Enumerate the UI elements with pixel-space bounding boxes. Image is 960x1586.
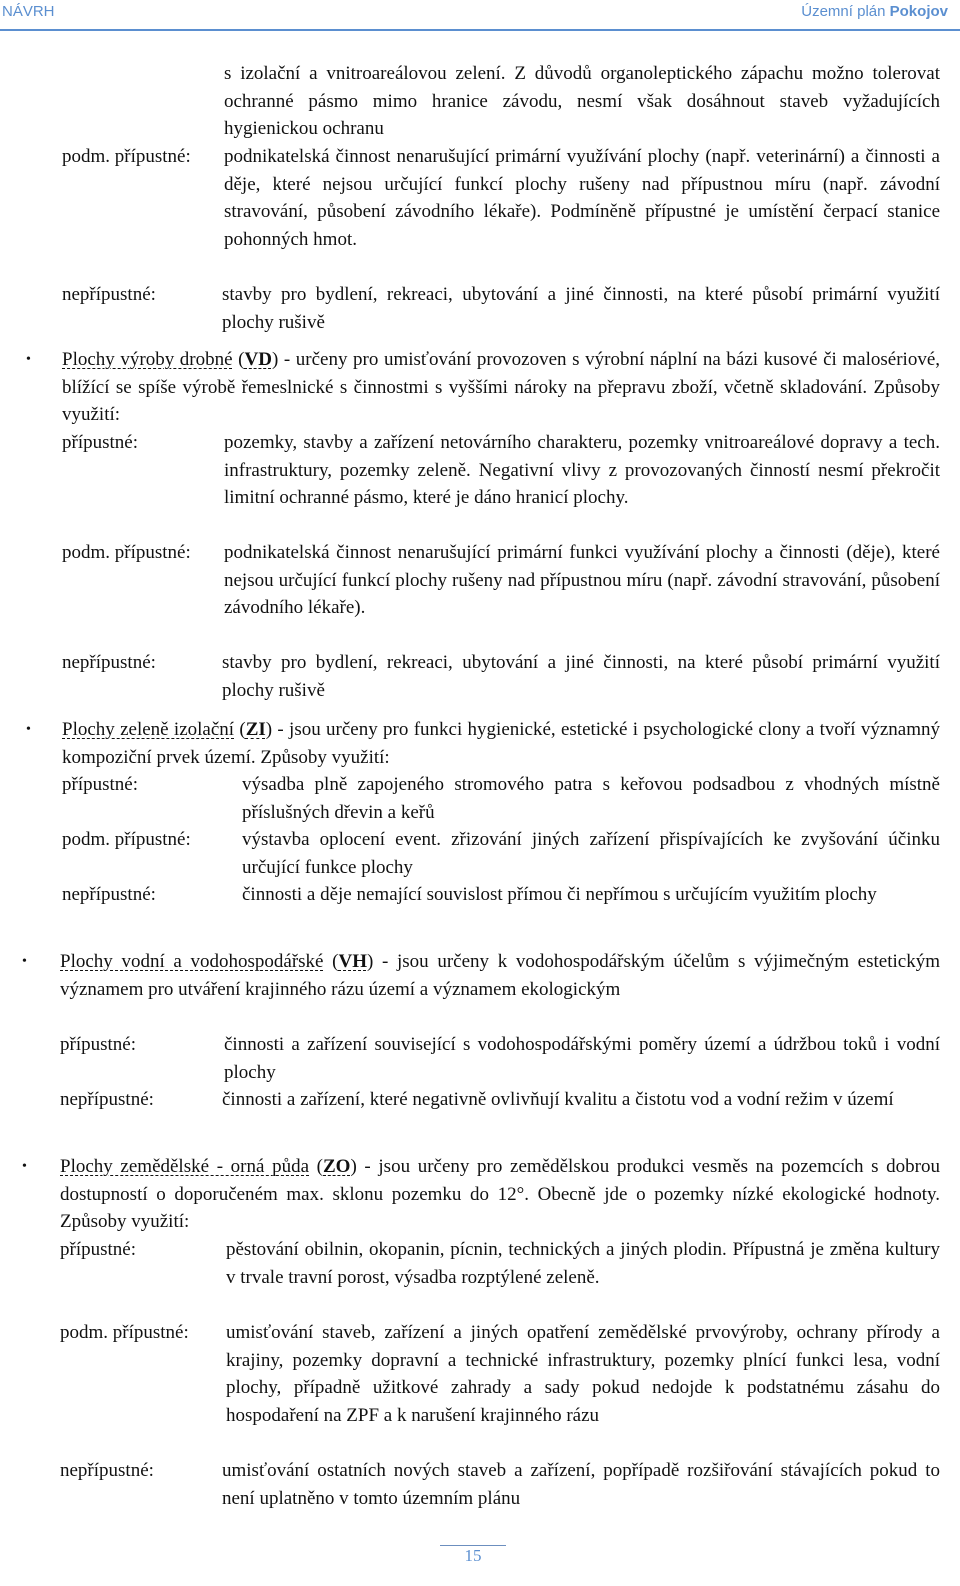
bullet-icon: • <box>22 954 27 969</box>
row-label: nepřípustné: <box>60 1460 154 1481</box>
row-text: stavby pro bydlení, rekreaci, ubytování a jiné činnosti, na které působí primární využití plochy rušivě <box>222 652 940 701</box>
row-label: přípustné: <box>60 1239 136 1260</box>
section-zi-intro: Plochy zeleně izolační (ZI) - jsou určeny pro funkci hygienické, estetické i psychologické clony a tvoří významný kompoziční prvek území. Způsoby využití: <box>62 719 940 768</box>
section-vd-intro: Plochy výroby drobné (VD) - určeny pro umisťování provozoven s výrobní náplní na bázi kusové či malosériové, blížící se spíše výrobě řemeslnické s činnostmi s vyššími nároky na přepravu zboží, včetně skladování. Způsoby využití: <box>62 349 940 425</box>
header-divider <box>0 29 960 31</box>
bullet-icon: • <box>22 1159 27 1174</box>
row-label: nepřípustné: <box>62 884 156 905</box>
section-abbr: ZO <box>323 1156 351 1177</box>
section-abbr: VH <box>338 951 367 972</box>
section-title: Plochy vodní a vodohospodářské <box>60 951 324 972</box>
section-intro-text: - jsou určeny pro zemědělskou produkci vesměs na pozemcích s dobrou dostupností o doporučeném max. sklonu pozemku do 12°. Obecně jde o pozemky nízké ekologické hodnoty. Způsoby využití: <box>60 1156 941 1232</box>
continued-row-forbidden <box>62 281 940 336</box>
header-document-title <box>801 3 948 20</box>
row-text: pozemky, stavby a zařízení netovárního charakteru, pozemky vnitroareálové dopravy a tech. infrastruktury, pozemky zeleně. Negativní vlivy z provozovaných činností nesmí překročit limitní ochranné pásmo, které je dáno hranicí plochy. <box>224 432 940 508</box>
row-text: umisťování staveb, zařízení a jiných opatření zemědělské prvovýroby, ochrany přírody a krajiny, pozemky dopravní a technické infrastruktury, pozemky plnící funkci lesa, vodní plochy, případně užitkové zahrady a sady pokud nedojde k podstatnému zásahu do hospodaření na ZPF a k narušení krajinného rázu <box>226 1322 940 1426</box>
section-title: Plochy zemědělské - orná půda <box>60 1156 310 1177</box>
section-zo-row-allowed <box>60 1236 940 1319</box>
section-abbr: ZI <box>245 719 266 740</box>
row-label: nepřípustné: <box>62 652 156 673</box>
row-text: činnosti a zařízení související s vodohospodářskými poměry území a údržbou toků i vodní plochy <box>224 1034 940 1083</box>
bullet-icon: • <box>26 352 31 367</box>
row-text: pěstování obilnin, okopanin, pícnin, technických a jiných plodin. Přípustná je změna kultury v trvale travní porost, výsadba rozptýlené zeleně. <box>226 1239 940 1288</box>
section-vd-row-allowed <box>62 429 940 539</box>
section-intro-text: - jsou určeny pro funkci hygienické, estetické i psychologické clony a tvoří významný kompoziční prvek území. Způsoby využití: <box>62 719 940 768</box>
row-text: podnikatelská činnost nenarušující primární využívání plochy (např. veterinární) a činnosti a děje, které nejsou určující funkcí plochy rušeny nad přípustnou míru (např. závodní stravování, působení závodního lékaře). Podmíněně přípustné je umístění čerpací stanice pohonných hmot. <box>224 146 940 250</box>
header-status: NÁVRH <box>2 3 55 20</box>
bullet-icon: • <box>26 722 31 737</box>
section-vh-row-allowed <box>60 1031 940 1086</box>
row-label: přípustné: <box>62 774 138 795</box>
continued-row-conditional <box>62 143 940 281</box>
section-vh-intro: Plochy vodní a vodohospodářské (VH) - jsou určeny k vodohospodářským účelům s výjimečným estetickým významem pro utváření krajinného rázu území a významem ekologickým <box>60 951 940 1000</box>
section-vh-row-forbidden <box>60 1086 940 1141</box>
section-intro-text: - jsou určeny k vodohospodářským účelům s výjimečným estetickým významem pro utváření krajinného rázu území a významem ekologickým <box>60 951 940 1000</box>
row-label: podm. přípustné: <box>62 146 191 167</box>
row-label: podm. přípustné: <box>60 1322 189 1343</box>
section-zi-row-forbidden <box>62 881 940 936</box>
section-zo-intro: Plochy zemědělské - orná půda (ZO) - jsou určeny pro zemědělskou produkci vesměs na pozemcích s dobrou dostupností o doporučeném max. sklonu pozemku do 12°. Obecně jde o pozemky nízké ekologické hodnoty. Způsoby využití: <box>60 1156 941 1232</box>
section-abbr: VD <box>244 349 272 370</box>
continued-text: s izolační a vnitroareálovou zelení. Z důvodů organoleptického zápachu možno tolerovat ochranné pásmo mimo hranice závodu, nesmí však dosáhnout staveb vyžadujících hygienickou ochranu <box>224 63 940 139</box>
row-label: přípustné: <box>62 432 138 453</box>
row-text: činnosti a děje nemající souvislost přímou či nepřímou s určujícím využitím plochy <box>242 884 877 905</box>
row-text: výsadba plně zapojeného stromového patra s keřovou podsadbou z vhodných místně příslušných dřevin a keřů <box>242 774 940 823</box>
row-label: podm. přípustné: <box>62 829 191 850</box>
section-intro-text: - určeny pro umisťování provozoven s výrobní náplní na bázi kusové či malosériové, blížící se spíše výrobě řemeslnické s činnostmi s vyššími nároky na přepravu zboží, včetně skladování. Způsoby využití: <box>62 349 940 425</box>
row-text: výstavba oplocení event. zřizování jiných zařízení přispívajících ke zvyšování účinku určující funkce plochy <box>242 829 940 878</box>
section-zo-row-conditional <box>60 1319 940 1457</box>
page-header <box>0 0 960 30</box>
row-label: přípustné: <box>60 1034 136 1055</box>
row-text: činnosti a zařízení, které negativně ovlivňují kvalitu a čistotu vod a vodní režim v území <box>222 1089 894 1110</box>
header-title-place: Pokojov <box>889 3 948 20</box>
section-zi-row-allowed <box>62 771 940 826</box>
row-label: podm. přípustné: <box>62 542 191 563</box>
header-title-prefix: Územní plán <box>801 3 886 20</box>
section-zi-row-conditional <box>62 826 940 881</box>
page-number: 15 <box>464 1546 482 1565</box>
section-zo-row-forbidden <box>60 1457 940 1512</box>
row-text: stavby pro bydlení, rekreaci, ubytování a jiné činnosti, na které působí primární využití plochy rušivě <box>222 284 940 333</box>
row-text: umisťování ostatních nových staveb a zařízení, popřípadě rozšiřování stávajících pokud to není uplatněno v tomto územním plánu <box>222 1460 940 1509</box>
row-label: nepřípustné: <box>60 1089 154 1110</box>
section-title: Plochy výroby drobné <box>62 349 233 370</box>
row-text: podnikatelská činnost nenarušující primární funkci využívání plochy a činnosti (děje), které nejsou určující funkcí plochy rušeny nad přípustnou míru (např. závodní stravování, působení závodního lékaře). <box>224 542 940 618</box>
section-title: Plochy zeleně izolační <box>62 719 235 740</box>
continued-paragraph <box>224 60 940 143</box>
section-vd-row-conditional <box>62 539 940 649</box>
row-label: nepřípustné: <box>62 284 156 305</box>
section-vd-row-forbidden <box>62 649 940 704</box>
